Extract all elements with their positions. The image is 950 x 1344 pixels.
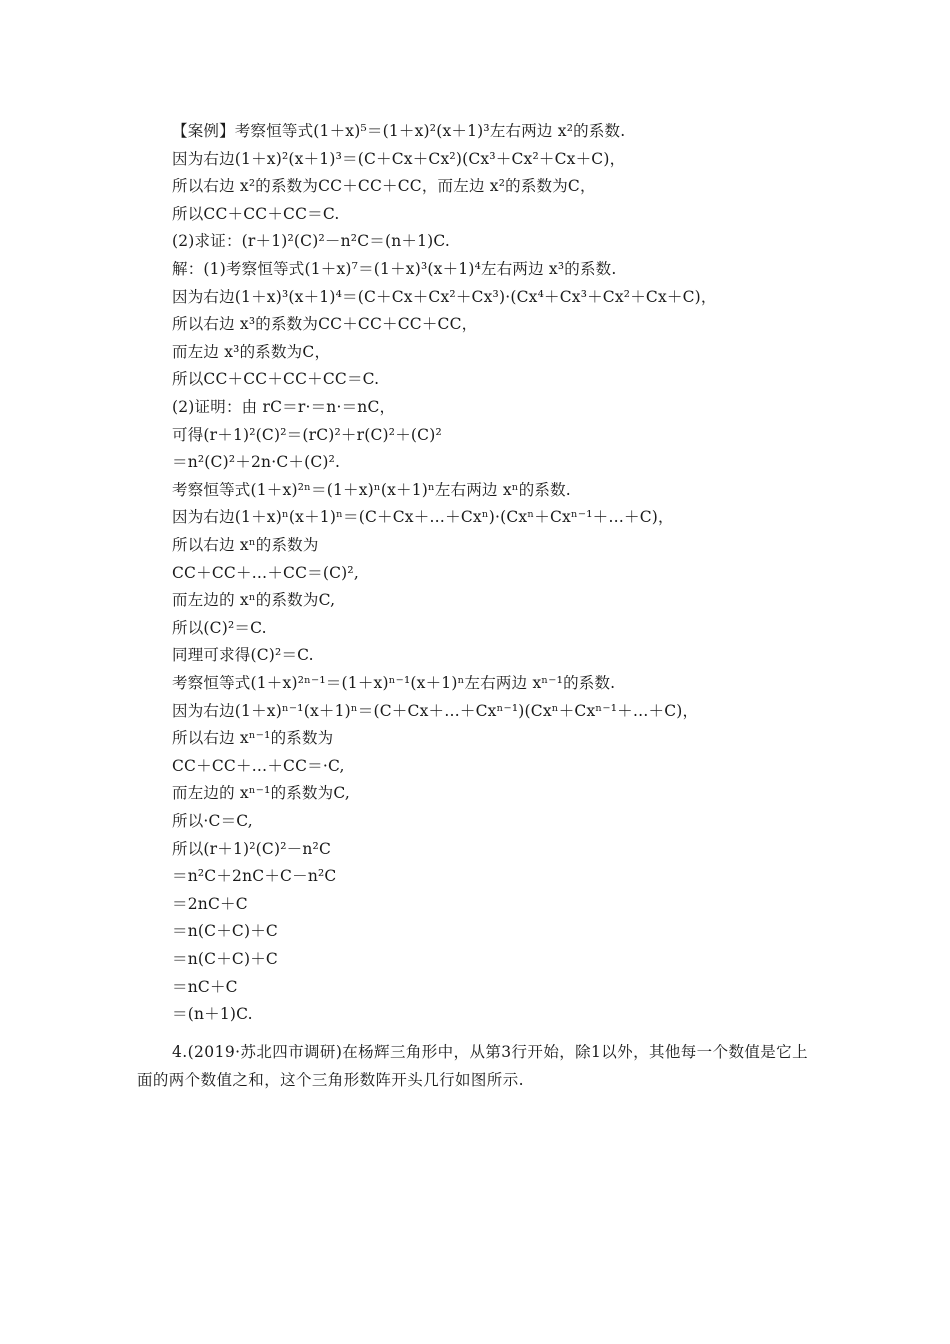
text-line: 而左边 x³的系数为C， bbox=[172, 342, 331, 361]
text-line: ＝(n＋1)C. bbox=[172, 1005, 253, 1024]
text-line: 可得(r＋1)²(C)²＝(rC)²＋r(C)²＋(C)² bbox=[172, 425, 442, 444]
text-line: 所以CC＋CC＋CC＝C. bbox=[172, 204, 340, 223]
text-line: 【案例】考察恒等式(1＋x)⁵＝(1＋x)²(x＋1)³左右两边 x²的系数. bbox=[172, 122, 626, 140]
text-line: 所以(r＋1)²(C)²－n²C bbox=[172, 839, 332, 858]
text-line: 同理可求得(C)²＝C. bbox=[172, 646, 314, 665]
text-line: ＝n²(C)²＋2n·C＋(C)². bbox=[172, 453, 341, 472]
text-line: 解：(1)考察恒等式(1＋x)⁷＝(1＋x)³(x＋1)⁴左右两边 x³的系数. bbox=[172, 260, 617, 278]
problem-4-number: 4. bbox=[172, 1043, 188, 1061]
text-line: 因为右边(1＋x)²(x＋1)³＝(C＋Cx＋Cx²)(Cx³＋Cx²＋Cx＋C)， bbox=[172, 149, 626, 168]
text-line: ＝n²C＋2nC＋C－n²C bbox=[172, 867, 337, 886]
text-line: (2)证明：由 rC＝r·＝n·＝nC， bbox=[172, 398, 396, 416]
text-line: ＝n(C＋C)＋C bbox=[172, 950, 278, 968]
text-line: 所以右边 xⁿ⁻¹的系数为 bbox=[172, 729, 334, 748]
text-line: 考察恒等式(1＋x)²ⁿ＝(1＋x)ⁿ(x＋1)ⁿ左右两边 xⁿ的系数. bbox=[172, 480, 571, 499]
problem-4 bbox=[137, 1038, 817, 1094]
text-line: ＝2nC＋C bbox=[172, 894, 248, 913]
text-line: (2)求证：(r＋1)²(C)²－n²C＝(n＋1)C. bbox=[172, 232, 451, 251]
text-line: 所以·C＝C, bbox=[172, 812, 253, 830]
text-line: 所以右边 x²的系数为CC＋CC＋CC，而左边 x²的系数为C， bbox=[172, 177, 596, 196]
text-line: 所以CC＋CC＋CC＋CC＝C. bbox=[172, 370, 380, 389]
text-line: 因为右边(1＋x)ⁿ⁻¹(x＋1)ⁿ＝(C＋Cx＋…＋Cxⁿ⁻¹)(Cxⁿ＋Cxⁿ⁻¹＋…＋C)， bbox=[172, 701, 699, 720]
text-line: ＝n(C＋C)＋C bbox=[172, 922, 278, 941]
text-line: 而左边的 xⁿ⁻¹的系数为C, bbox=[172, 784, 351, 803]
text-line: 因为右边(1＋x)ⁿ(x＋1)ⁿ＝(C＋Cx＋…＋Cxⁿ)·(Cxⁿ＋Cxⁿ⁻¹＋…＋C)， bbox=[172, 508, 674, 527]
text-line: 所以(C)²＝C. bbox=[172, 618, 267, 637]
text-line: 所以右边 xⁿ的系数为 bbox=[172, 536, 319, 554]
text-line: 而左边的 xⁿ的系数为C, bbox=[172, 591, 336, 610]
text-line: 所以右边 x³的系数为CC＋CC＋CC＋CC， bbox=[172, 315, 478, 334]
text-line: CC＋CC＋…＋CC＝·C, bbox=[172, 756, 345, 775]
text-line: 考察恒等式(1＋x)²ⁿ⁻¹＝(1＋x)ⁿ⁻¹(x＋1)ⁿ左右两边 xⁿ⁻¹的系数. bbox=[172, 674, 616, 692]
text-line: ＝nC＋C bbox=[172, 977, 238, 996]
problem-4-text: (2019·苏北四市调研)在杨辉三角形中，从第3行开始，除1以外，其他每一个数值是它上面的两个数值之和，这个三角形数阵开头几行如图所示. bbox=[137, 1043, 808, 1089]
text-line: CC＋CC＋…＋CC＝(C)², bbox=[172, 563, 359, 582]
text-line: 因为右边(1＋x)³(x＋1)⁴＝(C＋Cx＋Cx²＋Cx³)·(Cx⁴＋Cx³＋Cx²＋Cx＋C)， bbox=[172, 287, 717, 306]
